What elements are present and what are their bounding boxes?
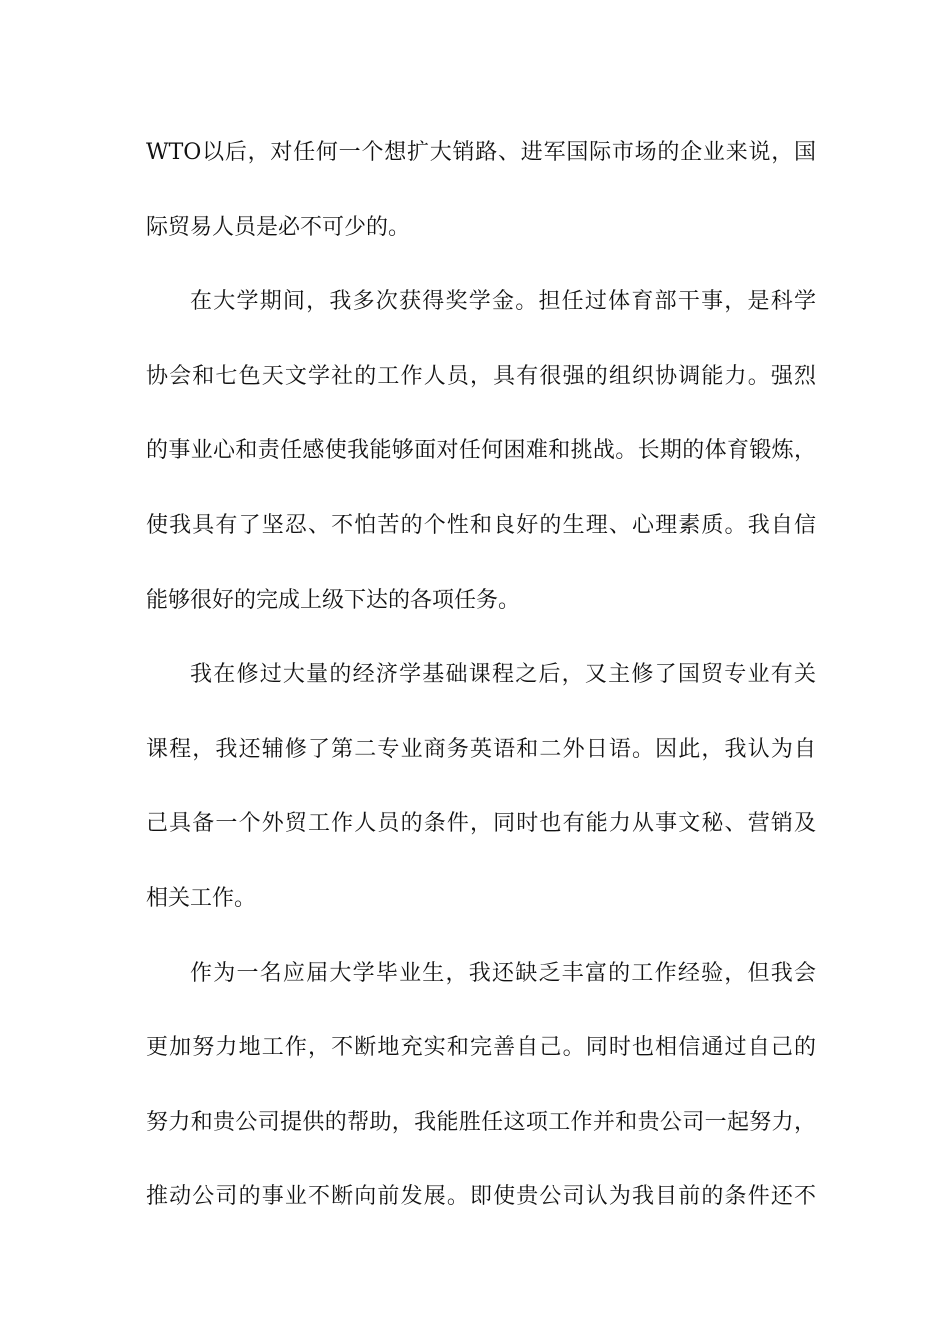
- text-line: 努力和贵公司提供的帮助，我能胜任这项工作并和贵公司一起努力，: [146, 1109, 816, 1135]
- text-line: 更加努力地工作，不断地充实和完善自己。同时也相信通过自己的: [146, 1035, 816, 1061]
- paragraph-start-line: 作为一名应届大学毕业生，我还缺乏丰富的工作经验，但我会: [190, 960, 816, 986]
- text-line: WTO以后，对任何一个想扩大销路、进军国际市场的企业来说，国: [146, 140, 816, 165]
- paragraph-start-line: 在大学期间，我多次获得奖学金。担任过体育部干事，是科学: [190, 289, 816, 315]
- text-line: 际贸易人员是必不可少的。: [146, 214, 411, 240]
- paragraph-start-line: 我在修过大量的经济学基础课程之后，又主修了国贸专业有关: [190, 662, 816, 688]
- text-line: 己具备一个外贸工作人员的条件，同时也有能力从事文秘、营销及: [146, 811, 816, 837]
- text-line: 使我具有了坚忍、不怕苦的个性和良好的生理、心理素质。我自信: [146, 512, 816, 538]
- text-line: 能够很好的完成上级下达的各项任务。: [146, 587, 521, 613]
- text-line: 推动公司的事业不断向前发展。即使贵公司认为我目前的条件还不: [146, 1184, 816, 1210]
- text-line: 课程，我还辅修了第二专业商务英语和二外日语。因此，我认为自: [146, 736, 816, 762]
- text-line: 相关工作。: [146, 885, 257, 911]
- text-line: 协会和七色天文学社的工作人员，具有很强的组织协调能力。强烈: [146, 363, 816, 389]
- letter-body: [146, 130, 816, 1249]
- text-line: 的事业心和责任感使我能够面对任何困难和挑战。长期的体育锻炼，: [146, 438, 816, 464]
